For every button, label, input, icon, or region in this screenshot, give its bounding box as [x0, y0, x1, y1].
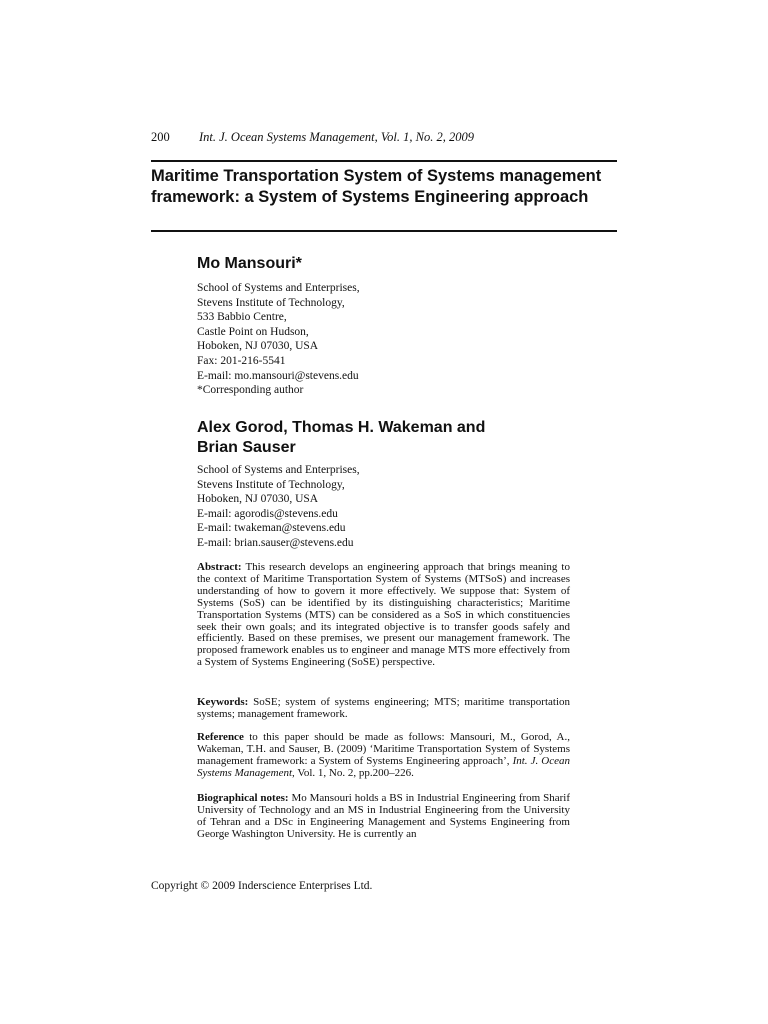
email-line: E-mail: agorodis@stevens.edu: [197, 507, 338, 520]
abstract-label: Abstract:: [197, 561, 242, 573]
affiliation-line: Stevens Institute of Technology,: [197, 296, 345, 309]
page-number: 200: [151, 130, 170, 144]
email-line: E-mail: brian.sauser@stevens.edu: [197, 536, 354, 549]
paper-title: Maritime Transportation System of Systems management framework: a System of Systems Engineering approach: [151, 167, 602, 206]
keywords: [197, 697, 570, 721]
reference-pages: , Vol. 1, No. 2, pp.200–226.: [292, 766, 414, 779]
affiliation-line: Stevens Institute of Technology,: [197, 478, 345, 491]
fax-line: Fax: 201-216-5541: [197, 354, 286, 367]
abstract-text: This research develops an engineering approach that brings meaning to the context of Maritime Transportation System of Systems (MTSoS) and increases understanding of how to govern it more effectively. We suppose that: System of Systems (SoS) can be identified by its distinguishing characteristics; Maritime Transportation Systems (MTS) can be considered as a SoS in which constituencies seek their own goals; and its integrated objective is to transfer goods safely and efficiently. Based on these premises, we present our management framework. The proposed framework enables us to engineer and manage MTS more effectively from a System of Systems Engineering (SoSE) perspective.: [197, 561, 570, 669]
reference-label: Reference: [197, 731, 244, 743]
reference-text: to this paper should be made as follows: Mansouri, M., Gorod, A., Wakeman, T.H. and Sauser, B. (2009) ‘Maritime Transportation System of Systems management framework: a System of Systems Engineering approach’,: [197, 731, 570, 767]
running-header: [151, 130, 474, 145]
bio-label: Biographical notes:: [197, 793, 289, 804]
biographical-notes-clip: [197, 793, 570, 843]
journal-citation: Int. J. Ocean Systems Management, Vol. 1, No. 2, 2009: [199, 130, 474, 144]
email-line: E-mail: twakeman@stevens.edu: [197, 522, 346, 535]
affiliation-line: Castle Point on Hudson,: [197, 325, 309, 338]
biographical-notes: [197, 793, 570, 841]
affiliation-2: [197, 463, 360, 551]
bio-text: Mo Mansouri holds a BS in Industrial Engineering from Sharif University of Technology and an MS in Industrial Engineering from the University of Tehran and a DSc in Engineering Management and Systems Engineering from George Washington University. He is currently an: [197, 793, 570, 840]
author-names-1: Mo Mansouri*: [197, 255, 302, 272]
reference-note: [197, 732, 570, 780]
affiliation-line: School of Systems and Enterprises,: [197, 282, 360, 294]
affiliation-line: School of Systems and Enterprises,: [197, 464, 360, 476]
reference-journal: Int. J. Ocean Systems Management: [197, 754, 571, 779]
affiliation-line: 533 Babbio Centre,: [197, 311, 287, 324]
affiliation-line: Hoboken, NJ 07030, USA: [197, 340, 319, 353]
email-line: E-mail: mo.mansouri@stevens.edu: [197, 369, 359, 382]
abstract: [197, 562, 570, 669]
copyright-notice: Copyright © 2009 Inderscience Enterprises Ltd.: [151, 880, 373, 892]
title-rule-bottom: [151, 230, 617, 232]
title-rule-top: [151, 160, 617, 162]
affiliation-line: Hoboken, NJ 07030, USA: [197, 493, 319, 506]
author-names-2: Alex Gorod, Thomas H. Wakeman and Brian Sauser: [197, 419, 486, 456]
affiliation-1: [197, 281, 360, 398]
keywords-text: SoSE; system of systems engineering; MTS; maritime transportation systems; management framework.: [197, 696, 571, 720]
keywords-label: Keywords:: [197, 696, 249, 708]
corresponding-author-note: *Corresponding author: [197, 384, 304, 397]
